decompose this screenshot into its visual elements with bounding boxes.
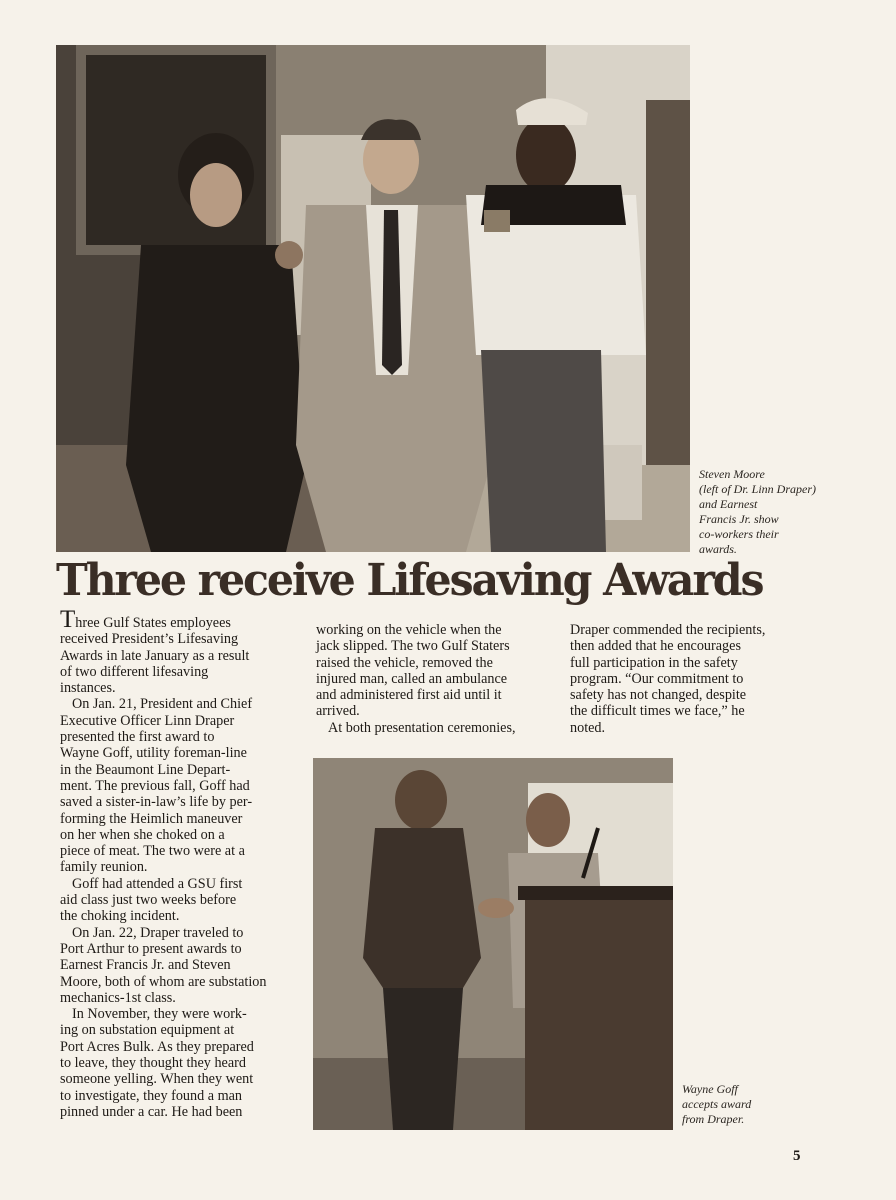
article-line-text: safety has not changed, despite bbox=[570, 687, 747, 704]
article-line bbox=[60, 1022, 305, 1038]
article-line bbox=[60, 696, 305, 712]
article-line bbox=[60, 859, 305, 875]
article-line-text: received President’s Lifesaving bbox=[60, 631, 239, 648]
article-line-text: At both presentation ceremonies, bbox=[328, 719, 516, 736]
article-line bbox=[60, 680, 305, 696]
page-number: 5 bbox=[793, 1148, 801, 1164]
article-line-text: pinned under a car. He had been bbox=[60, 1103, 243, 1120]
article-line bbox=[60, 1104, 305, 1120]
article-line bbox=[60, 794, 305, 810]
article-line bbox=[316, 703, 561, 719]
article-line-text: then added that he encourages bbox=[570, 638, 741, 655]
article-line bbox=[60, 1088, 305, 1104]
article-line bbox=[60, 631, 305, 647]
article-line bbox=[60, 908, 305, 924]
caption-line: Francis Jr. show bbox=[699, 512, 779, 526]
article-line-text: forming the Heimlich maneuver bbox=[60, 810, 243, 827]
article-line-text: Port Acres Bulk. As they prepared bbox=[60, 1038, 254, 1055]
article-line-text: hree Gulf States employees bbox=[75, 615, 231, 631]
caption-line: (left of Dr. Linn Draper) bbox=[699, 482, 816, 496]
article-line bbox=[316, 687, 561, 703]
article-line bbox=[60, 1055, 305, 1071]
article-line bbox=[60, 990, 305, 1006]
article-line-text: raised the vehicle, removed the bbox=[316, 654, 493, 671]
article-line-text: to leave, they thought they heard bbox=[60, 1055, 246, 1072]
article-line-text: Port Arthur to present awards to bbox=[60, 940, 242, 957]
article-line bbox=[60, 925, 305, 941]
photo-goff-accepts-award-illustration bbox=[313, 758, 673, 1130]
article-line bbox=[60, 778, 305, 794]
article-line bbox=[60, 957, 305, 973]
photo-award-recipients-illustration bbox=[56, 45, 690, 552]
article-column-2 bbox=[316, 622, 561, 736]
article-line-text: Draper commended the recipients, bbox=[570, 622, 766, 638]
article-line bbox=[570, 703, 815, 719]
article-line-text: and administered first aid until it bbox=[316, 687, 502, 704]
article-line bbox=[60, 1071, 305, 1087]
article-line-text: jack slipped. The two Gulf Staters bbox=[316, 638, 510, 655]
article-line bbox=[60, 762, 305, 778]
caption-line: accepts award bbox=[682, 1097, 752, 1111]
article-line bbox=[316, 720, 561, 736]
article-line bbox=[60, 606, 305, 633]
caption-line: from Draper. bbox=[682, 1112, 745, 1126]
article-line bbox=[316, 638, 561, 654]
article-column-1 bbox=[60, 606, 305, 1120]
article-line bbox=[60, 974, 305, 990]
article-line-text: In November, they were work- bbox=[72, 1006, 247, 1023]
article-line-text: Executive Officer Linn Draper bbox=[60, 712, 235, 729]
article-line-text: in the Beaumont Line Depart- bbox=[60, 761, 231, 778]
article-line bbox=[60, 876, 305, 892]
article-line-text: injured man, called an ambulance bbox=[316, 670, 508, 687]
caption-line: co-workers their bbox=[699, 527, 779, 541]
article-line-text: aid class just two weeks before bbox=[60, 892, 237, 909]
article-line bbox=[570, 720, 815, 736]
article-line-text: noted. bbox=[570, 719, 606, 736]
article-line-text: saved a sister-in-law’s life by per- bbox=[60, 794, 253, 811]
article-line-text: ment. The previous fall, Goff had bbox=[60, 777, 250, 794]
article-line bbox=[60, 648, 305, 664]
article-line bbox=[570, 638, 815, 654]
article-line bbox=[60, 745, 305, 761]
article-line bbox=[60, 1006, 305, 1022]
article-line-text: of two different lifesaving bbox=[60, 663, 209, 680]
article-line-text: working on the vehicle when the bbox=[316, 622, 502, 638]
article-line-text: the difficult times we face,” he bbox=[570, 703, 745, 720]
article-line bbox=[570, 687, 815, 703]
article-column-3 bbox=[570, 622, 815, 736]
article-line bbox=[570, 671, 815, 687]
article-line-text: someone yelling. When they went bbox=[60, 1071, 254, 1088]
article-line bbox=[60, 664, 305, 680]
article-line bbox=[60, 729, 305, 745]
article-line bbox=[316, 655, 561, 671]
article-line-text: Wayne Goff, utility foreman-line bbox=[60, 745, 247, 762]
article-line-text: piece of meat. The two were at a bbox=[60, 843, 245, 860]
article-line-text: Goff had attended a GSU first bbox=[72, 875, 243, 892]
article-line-text: ing on substation equipment at bbox=[60, 1022, 235, 1039]
caption-line: and Earnest bbox=[699, 497, 758, 511]
article-line-text: full participation in the safety bbox=[570, 654, 738, 671]
article-line bbox=[60, 941, 305, 957]
article-line-text: on her when she choked on a bbox=[60, 826, 225, 843]
article-line bbox=[316, 671, 561, 687]
article-line-text: to investigate, they found a man bbox=[60, 1087, 243, 1104]
article-line-text: On Jan. 22, Draper traveled to bbox=[72, 924, 244, 941]
drop-cap: T bbox=[60, 606, 76, 633]
article-line bbox=[60, 811, 305, 827]
article-line-text: Awards in late January as a result bbox=[60, 647, 250, 664]
article-line-text: family reunion. bbox=[60, 859, 148, 876]
article-line bbox=[570, 622, 815, 638]
article-line-text: On Jan. 21, President and Chief bbox=[72, 696, 253, 713]
photo-goff-accepts-award bbox=[313, 758, 673, 1130]
article-line-text: presented the first award to bbox=[60, 729, 215, 746]
caption-line: Steven Moore bbox=[699, 467, 765, 481]
article-line bbox=[60, 713, 305, 729]
article-line bbox=[570, 655, 815, 671]
article-line-text: instances. bbox=[60, 680, 116, 697]
article-line bbox=[60, 843, 305, 859]
article-line bbox=[316, 622, 561, 638]
article-headline: Three receive Lifesaving Awards bbox=[56, 555, 763, 606]
photo-caption-top bbox=[699, 467, 869, 557]
article-line bbox=[60, 892, 305, 908]
article-line-text: the choking incident. bbox=[60, 908, 180, 925]
photo-caption-bottom bbox=[682, 1082, 792, 1127]
article-line-text: arrived. bbox=[316, 703, 360, 720]
caption-line: Wayne Goff bbox=[682, 1082, 738, 1096]
photo-award-recipients bbox=[56, 45, 690, 552]
caption-line: awards. bbox=[699, 542, 737, 556]
article-line-text: mechanics-1st class. bbox=[60, 989, 176, 1006]
article-line bbox=[60, 1039, 305, 1055]
article-line-text: program. “Our commitment to bbox=[570, 670, 744, 687]
article-line bbox=[60, 827, 305, 843]
article-line-text: Earnest Francis Jr. and Steven bbox=[60, 957, 231, 974]
article-line-text: Moore, both of whom are substation bbox=[60, 973, 267, 990]
